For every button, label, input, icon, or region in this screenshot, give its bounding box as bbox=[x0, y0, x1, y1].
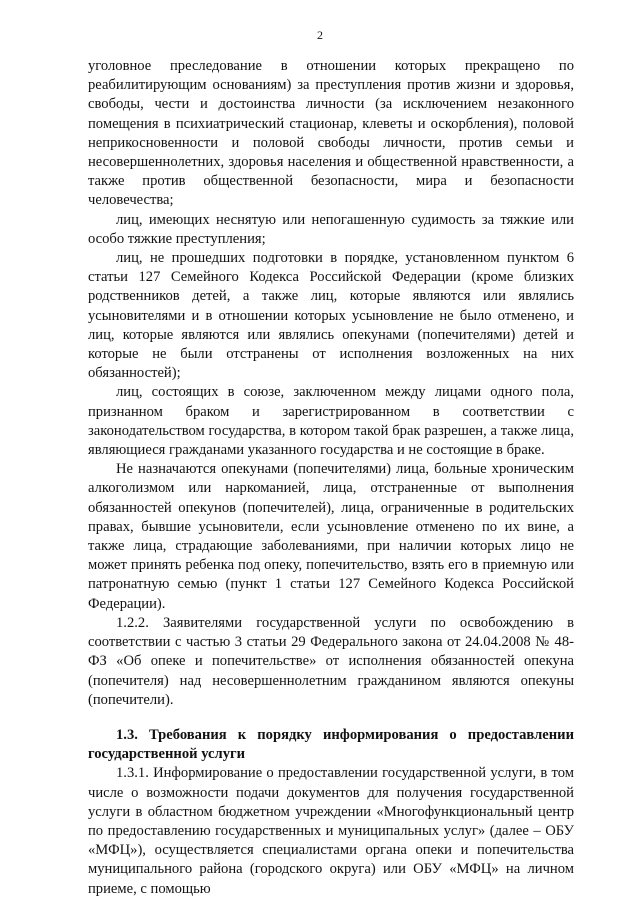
section-heading-1-3: 1.3. Требования к порядку информирования о предоставлении государственной услуги bbox=[88, 726, 574, 763]
document-body bbox=[88, 57, 574, 899]
paragraph-criminal-prosecution: уголовное преследование в отношении которых прекращено по реабилитирующим основаниям) за преступления против жизни и здоровья, свободы, чести и достоинства личности (за исключением незаконного помещения в психиатрический стационар, клеветы и оскорбления), половой неприкосновенности и половой свободы личности, против семьи и несовершеннолетних, здоровья населения и общественной нравственности, а также против общественной безопасности, мира и безопасности человечества; bbox=[88, 58, 574, 209]
paragraph-criminal-record: лиц, имеющих неснятую или непогашенную судимость за тяжкие или особо тяжкие преступления; bbox=[88, 211, 574, 247]
paragraph-same-sex-union: лиц, состоящих в союзе, заключенном между лицами одного пола, признанном браком и зарегистрированном в соответствии с законодательством государства, в котором такой брак разрешен, а также лица, являющиеся гражданами указанного государства и не состоящие в браке. bbox=[88, 384, 574, 459]
paragraph-not-appointed: Не назначаются опекунами (попечителями) лица, больные хроническим алкоголизмом или наркоманией, лица, отстраненные от выполнения обязанностей опекунов (попечителей), лица, ограниченные в родительских правах, бывшие усыновители, если усыновление отменено по их вине, а также лица, страдающие заболеваниями, при наличии которых лицо не может принять ребенка под опеку, попечительство, взять его в приемную или патронатную семью (пункт 1 статьи 127 Семейного Кодекса Российской Федерации). bbox=[88, 461, 574, 612]
paragraph-1-3-1: 1.3.1. Информирование о предоставлении государственной услуги, в том числе о возможности подачи документов для получения государственной услуги в областном бюджетном учреждении «Многофункциональный центр по предоставлению государственных и муниципальных услуг» (далее – ОБУ «МФЦ»), осуществляется специалистами органа опеки и попечительства муниципального района (городского округа) или ОБУ «МФЦ» на личном приеме, с помощью bbox=[88, 765, 574, 897]
paragraph-1-2-2: 1.2.2. Заявителями государственной услуги по освобождению в соответствии с частью 3 статьи 29 Федерального закона от 24.04.2008 № 48-ФЗ «Об опеке и попечительстве» от исполнения обязанностей опекуна (попечителя) над несовершеннолетним гражданином являются опекуны (попечители). bbox=[88, 614, 574, 708]
paragraph-no-training: лиц, не прошедших подготовки в порядке, установленном пунктом 6 статьи 127 Семейного Кодекса Российской Федерации (кроме близких родственников детей, а также лиц, которые являются или являлись усыновителями и в отношении которых усыновление не было отменено, и лиц, которые являются или являлись опекунами (попечителями) детей и которые не были отстранены от исполнения возложенных на них обязанностей); bbox=[88, 250, 574, 382]
page-number: 2 bbox=[317, 28, 323, 42]
